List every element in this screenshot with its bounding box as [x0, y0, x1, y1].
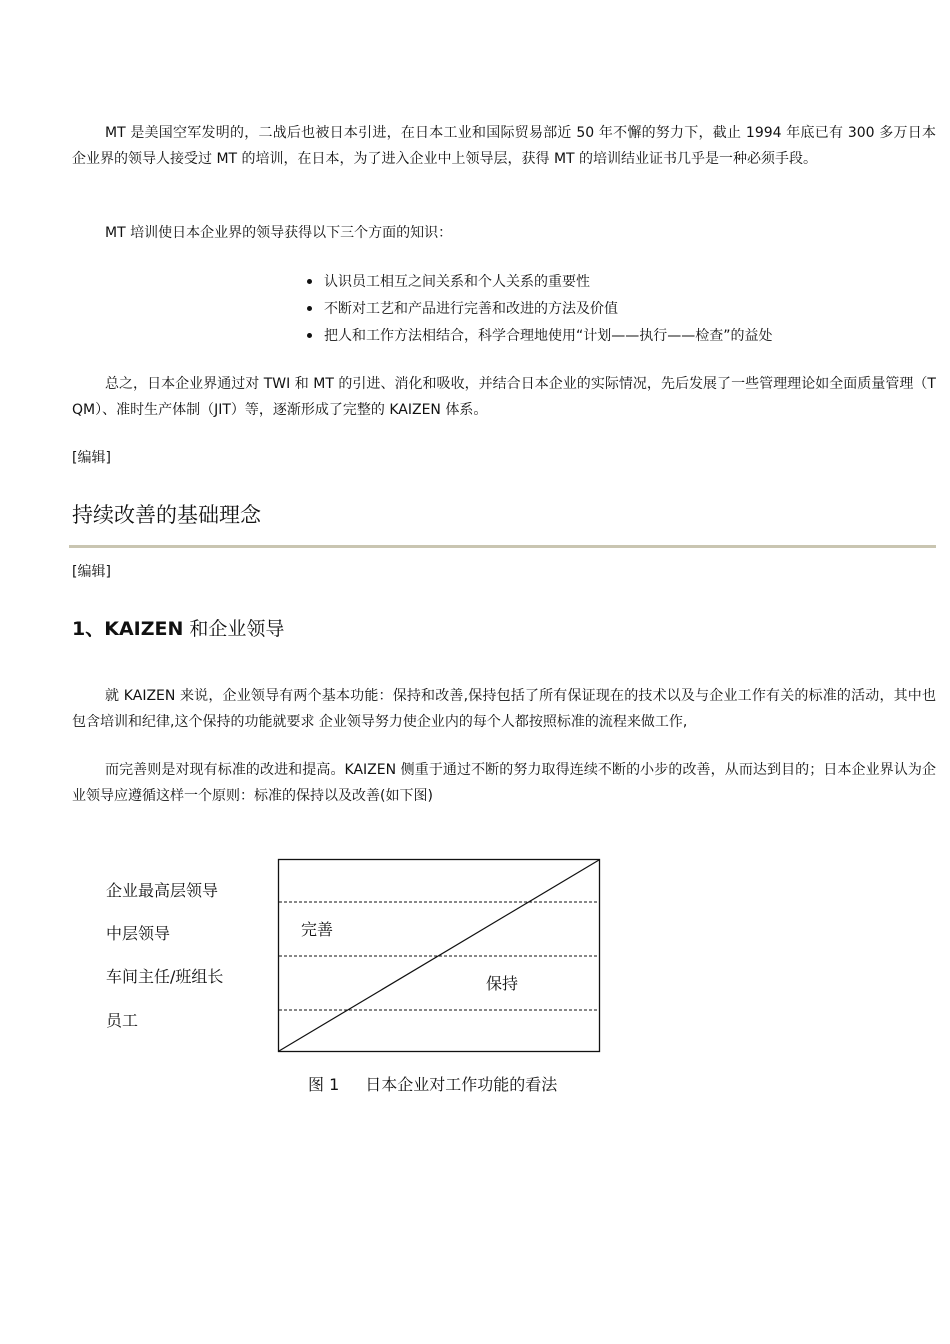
subsection-heading — [72, 615, 284, 643]
edit-link[interactable]: [编辑] — [72, 564, 111, 580]
bullet-icon — [307, 279, 312, 284]
region-label-improve: 完善 — [301, 920, 334, 939]
paragraph-kaizen-improvement: 而完善则是对现有标准的改进和提高。KAIZEN 侧重于通过不断的努力取得连续不断的小步的改善，从而达到目的；日本企业界认为企业领导应遵循这样一个原则：标准的保持以及改善(如下图) — [72, 762, 936, 804]
list-item: 把人和工作方法相结合，科学合理地使用“计划——执行——检查”的益处 — [307, 323, 773, 350]
bullet-icon — [307, 306, 312, 311]
level-label: 中层领导 — [106, 924, 171, 943]
paragraph-mt-history: MT 是美国空军发明的，二战后也被日本引进，在日本工业和国际贸易部近 50 年不懈的努力下，截止 1994 年底已有 300 多万日本企业界的领导人接受过 MT 的培训，在日本，为了进入企业中上领导层，获得 MT 的培训结业证书几乎是一种必须手段。 — [72, 125, 936, 167]
paragraph-summary: 总之，日本企业界通过对 TWI 和 MT 的引进、消化和吸收，并结合日本企业的实际情况，先后发展了一些管理理论如全面质量管理（TQM）、准时生产体制（JIT）等，逐渐形成了完整的 KAIZEN 体系。 — [72, 376, 936, 418]
figure-caption: 图 1 日本企业对工作功能的看法 — [308, 1075, 558, 1094]
edit-link[interactable]: [编辑] — [72, 450, 111, 466]
bullet-icon — [307, 333, 312, 338]
level-label: 车间主任/班组长 — [106, 967, 224, 986]
kaizen-figure — [100, 850, 620, 1110]
level-label: 员工 — [106, 1011, 139, 1030]
paragraph-kaizen-functions: 就 KAIZEN 来说，企业领导有两个基本功能：保持和改善,保持包括了所有保证现在的技术以及与企业工作有关的标准的活动，其中也包含培训和纪律,这个保持的功能就要求 企业领导努力使企业内的每个人都按照标准的流程来做工作, — [72, 688, 936, 730]
list-item: 不断对工艺和产品进行完善和改进的方法及价值 — [307, 296, 773, 323]
knowledge-list — [307, 269, 773, 350]
section-divider — [69, 545, 936, 548]
region-label-maintain: 保持 — [486, 974, 519, 993]
subsection-title: 和企业领导 — [183, 618, 285, 640]
function-diagram — [277, 858, 602, 1054]
level-label: 企业最高层领导 — [106, 881, 219, 900]
paragraph-mt-knowledge: MT 培训使日本企业界的领导获得以下三个方面的知识： — [105, 225, 453, 241]
list-item: 认识员工相互之间关系和个人关系的重要性 — [307, 269, 773, 296]
section-heading: 持续改善的基础理念 — [72, 503, 261, 527]
subsection-number: 1、KAIZEN — [72, 618, 184, 640]
